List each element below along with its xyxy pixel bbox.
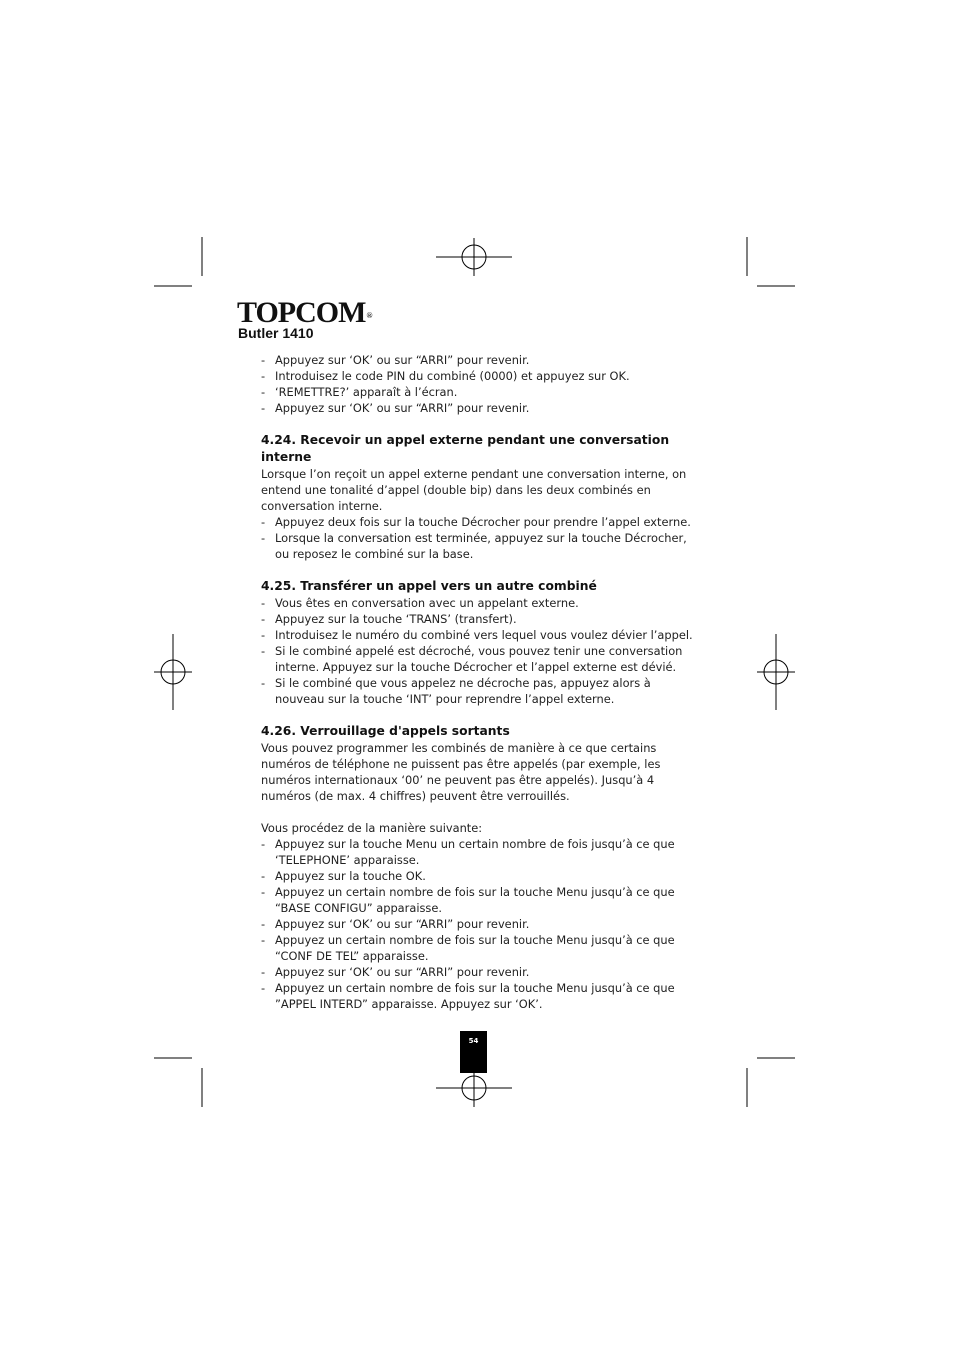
- logo-text: TOPCOM: [237, 296, 366, 329]
- section-paragraph: Vous pouvez programmer les combinés de manière à ce que certains numéros de téléphone ne puissent pas être appelés (par exemple, les numéros internationaux ‘00’ ne peuvent pas être appelés). Jusqu’à 4 numéros (de max. 4 chiffres) peuvent être verrouillés.: [261, 741, 661, 803]
- registered-mark: ®: [366, 311, 372, 320]
- list-item: - Appuyez sur la touche ‘TRANS’ (transfert).: [261, 611, 697, 627]
- section-list: [261, 595, 697, 707]
- list-item: - Introduisez le numéro du combiné vers lequel vous voulez dévier l’appel.: [261, 627, 697, 643]
- topcom-logo: [237, 298, 371, 328]
- list-item: - Appuyez sur la touche OK.: [261, 868, 697, 884]
- list-item: - Introduisez le code PIN du combiné (0000) et appuyez sur OK.: [261, 368, 697, 384]
- section-heading-4-24: 4.24. Recevoir un appel externe pendant une conversation interne: [261, 433, 670, 464]
- section-paragraph: Lorsque l’on reçoit un appel externe pendant une conversation interne, on entend une tonalité d’appel (double bip) dans les deux combinés en conversation interne.: [261, 467, 687, 513]
- section-list: [261, 836, 697, 1012]
- page-content: [261, 352, 697, 1012]
- list-item: - Si le combiné que vous appelez ne décroche pas, appuyez alors à nouveau sur la touche ‘INT’ pour reprendre l’appel externe.: [261, 675, 697, 707]
- section-heading-4-26: 4.26. Verrouillage d'appels sortants: [261, 724, 510, 738]
- list-item: - Appuyez sur la touche Menu un certain nombre de fois jusqu’à ce que ‘TELEPHONE’ apparaisse.: [261, 836, 697, 868]
- list-item: - Appuyez un certain nombre de fois sur la touche Menu jusqu’à ce que “BASE CONFIGU” apparaisse.: [261, 884, 697, 916]
- model-name: Butler 1410: [238, 325, 314, 341]
- list-item: - Appuyez deux fois sur la touche Décrocher pour prendre l’appel externe.: [261, 514, 697, 530]
- list-item: - Appuyez un certain nombre de fois sur la touche Menu jusqu’à ce que ”APPEL INTERD” apparaisse. Appuyez sur ‘OK’.: [261, 980, 697, 1012]
- page-number-box: [460, 1031, 487, 1073]
- list-item: - Appuyez sur ‘OK’ ou sur “ARRI” pour revenir.: [261, 916, 697, 932]
- intro-list: [261, 352, 697, 416]
- list-item: - Appuyez sur ‘OK’ ou sur “ARRI” pour revenir.: [261, 352, 697, 368]
- list-item: - Vous êtes en conversation avec un appelant externe.: [261, 595, 697, 611]
- page-number: 54: [468, 1037, 479, 1045]
- section-heading-4-25: 4.25. Transférer un appel vers un autre combiné: [261, 579, 597, 593]
- list-item: - ‘REMETTRE?’ apparaît à l’écran.: [261, 384, 697, 400]
- list-item: - Lorsque la conversation est terminée, appuyez sur la touche Décrocher, ou reposez le combiné sur la base.: [261, 530, 697, 562]
- section-list: [261, 514, 697, 562]
- procedure-intro: Vous procédez de la manière suivante:: [261, 821, 483, 835]
- list-item: - Si le combiné appelé est décroché, vous pouvez tenir une conversation interne. Appuyez sur la touche Décrocher et l’appel externe est dévié.: [261, 643, 697, 675]
- list-item: - Appuyez sur ‘OK’ ou sur “ARRI” pour revenir.: [261, 964, 697, 980]
- list-item: - Appuyez sur ‘OK’ ou sur “ARRI” pour revenir.: [261, 400, 697, 416]
- list-item: - Appuyez un certain nombre de fois sur la touche Menu jusqu’à ce que “CONF DE TEL” apparaisse.: [261, 932, 697, 964]
